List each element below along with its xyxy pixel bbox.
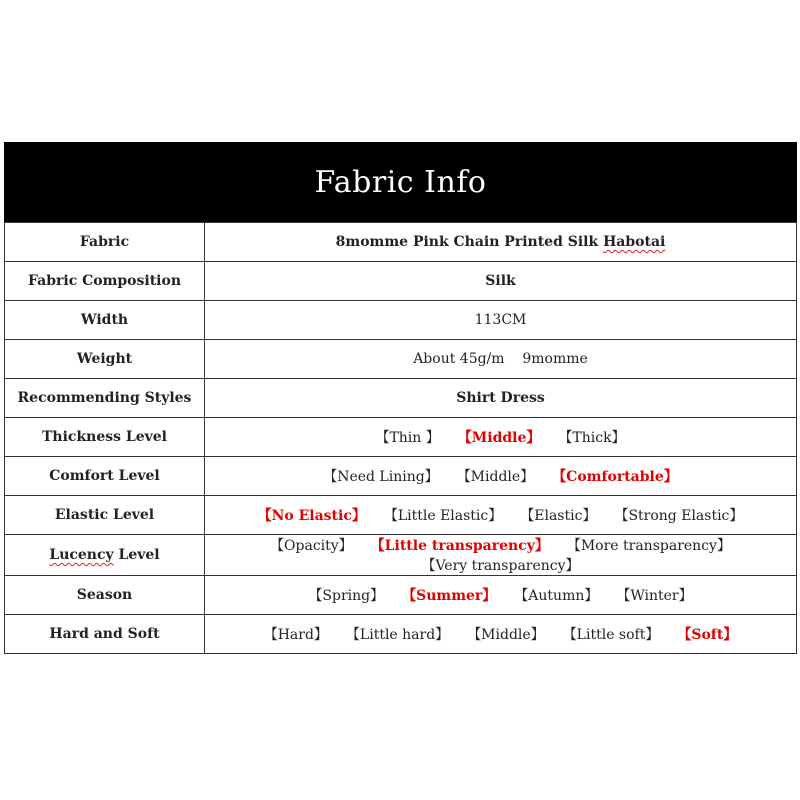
season-option-selected: 【Summer】 [402, 588, 497, 604]
row-label-lucency [5, 535, 205, 576]
table-row-weight [5, 340, 797, 379]
table-row-comfort [5, 457, 797, 496]
row-label-season: Season [5, 576, 205, 615]
row-value-weight: About 45g/m 9momme [205, 340, 797, 379]
elastic-option: 【Elastic】 [520, 508, 597, 524]
row-label-width: Width [5, 301, 205, 340]
title-bar [4, 142, 797, 222]
hardsoft-option-selected: 【Soft】 [677, 627, 738, 643]
table-row-thickness [5, 418, 797, 457]
elastic-option: 【Strong Elastic】 [614, 508, 744, 524]
row-value-fabric [205, 223, 797, 262]
table-row-composition [5, 262, 797, 301]
row-value-thickness [205, 418, 797, 457]
row-value-composition: Silk [205, 262, 797, 301]
row-label-weight: Weight [5, 340, 205, 379]
thickness-option: 【Thick】 [558, 430, 626, 446]
row-value-season [205, 576, 797, 615]
lucency-label-underlined: Lucency [49, 547, 114, 563]
comfort-option-selected: 【Comfortable】 [552, 469, 678, 485]
fabric-value-underlined: Habotai [603, 234, 666, 250]
elastic-option-selected: 【No Elastic】 [257, 508, 366, 524]
page-title: Fabric Info [314, 164, 487, 200]
row-value-width: 113CM [205, 301, 797, 340]
season-option: 【Spring】 [308, 588, 385, 604]
table-row-season [5, 576, 797, 615]
table-row-fabric [5, 223, 797, 262]
thickness-option-selected: 【Middle】 [457, 430, 541, 446]
table-row-styles [5, 379, 797, 418]
hardsoft-option: 【Little soft】 [562, 627, 660, 643]
row-label-thickness: Thickness Level [5, 418, 205, 457]
elastic-option: 【Little Elastic】 [383, 508, 503, 524]
row-label-hardsoft: Hard and Soft [5, 615, 205, 654]
table-row-hardsoft [5, 615, 797, 654]
comfort-option: 【Middle】 [456, 469, 535, 485]
row-label-comfort: Comfort Level [5, 457, 205, 496]
fabric-value-text: 8momme Pink Chain Printed Silk [335, 234, 604, 250]
lucency-label-suffix: Level [113, 547, 160, 563]
row-label-fabric: Fabric [5, 223, 205, 262]
row-label-elastic: Elastic Level [5, 496, 205, 535]
fabric-info-sheet [4, 142, 797, 654]
lucency-option: 【Very transparency】 [421, 558, 580, 574]
season-option: 【Winter】 [616, 588, 693, 604]
lucency-option: 【More transparency】 [566, 538, 731, 554]
table-row-lucency [5, 535, 797, 576]
hardsoft-option: 【Hard】 [263, 627, 328, 643]
comfort-option: 【Need Lining】 [323, 469, 439, 485]
lucency-option: 【Opacity】 [270, 538, 353, 554]
hardsoft-option: 【Little hard】 [345, 627, 450, 643]
thickness-option: 【Thin 】 [375, 430, 440, 446]
row-label-styles: Recommending Styles [5, 379, 205, 418]
fabric-info-table [4, 222, 797, 654]
table-row-elastic [5, 496, 797, 535]
hardsoft-option: 【Middle】 [467, 627, 545, 643]
row-value-elastic [205, 496, 797, 535]
row-value-styles: Shirt Dress [205, 379, 797, 418]
table-row-width [5, 301, 797, 340]
season-option: 【Autumn】 [514, 588, 599, 604]
row-label-composition: Fabric Composition [5, 262, 205, 301]
row-value-lucency [205, 535, 797, 576]
lucency-option-selected: 【Little transparency】 [370, 538, 549, 554]
row-value-comfort [205, 457, 797, 496]
row-value-hardsoft [205, 615, 797, 654]
